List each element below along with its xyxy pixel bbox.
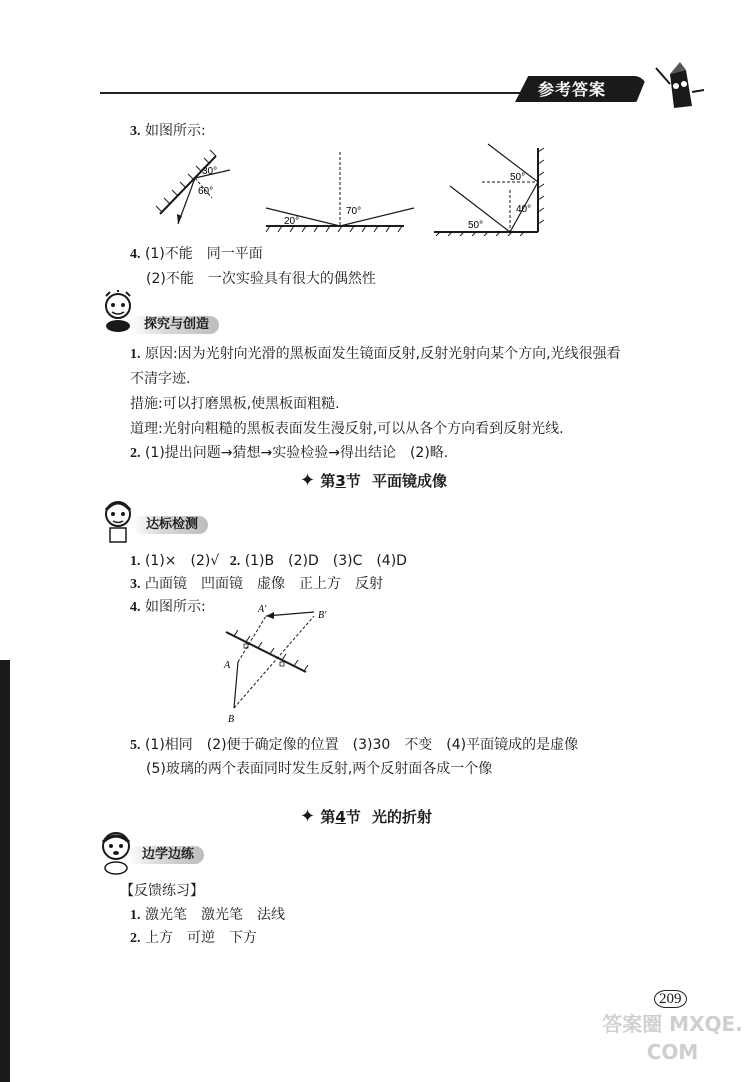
question-number: 2. bbox=[130, 931, 141, 946]
point-label: A bbox=[224, 660, 231, 671]
question-number: 1. bbox=[130, 908, 141, 923]
answer-text: 不清字迹. bbox=[130, 371, 191, 387]
point-label: A' bbox=[258, 604, 267, 615]
angle-label: 40° bbox=[516, 204, 532, 215]
page-number: 209 bbox=[654, 990, 687, 1008]
angle-label: 30° bbox=[202, 166, 218, 177]
section-heading: ✦ 第4节 光的折射 bbox=[300, 806, 433, 827]
answer-text: 如图所示: bbox=[144, 599, 206, 615]
plane-mirror-diagram bbox=[222, 600, 352, 730]
answer-text: (1)相同 (2)便于确定像的位置 (3)30 不变 (4)平面镜成的是虚像 bbox=[144, 737, 579, 753]
answer-text: (5)玻璃的两个表面同时发生反射,两个反射面各成一个像 bbox=[146, 761, 493, 777]
answer-text: 激光笔 激光笔 法线 bbox=[144, 907, 285, 923]
section-badge: 达标检测 bbox=[132, 516, 208, 534]
angle-label: 50° bbox=[510, 172, 526, 183]
answer-text: (1)提出问题→猜想→实验检验→得出结论 (2)略. bbox=[144, 445, 449, 461]
question-number: 4. bbox=[130, 247, 141, 262]
question-number: 1. bbox=[130, 554, 141, 569]
pencil-mascot-icon bbox=[650, 62, 710, 112]
watermark: 答案圈 MXQE.COM bbox=[602, 1012, 743, 1064]
question-number: 3. bbox=[130, 577, 141, 592]
angle-label: 60° bbox=[198, 186, 214, 197]
point-label: B bbox=[228, 714, 235, 725]
section-badge: 边学边练 bbox=[128, 846, 204, 864]
question-number: 2. bbox=[130, 446, 141, 461]
star-icon: ✦ bbox=[300, 806, 316, 827]
header-rule bbox=[100, 92, 520, 94]
answer-text: 上方 可逆 下方 bbox=[144, 930, 257, 946]
question-number: 4. bbox=[130, 600, 141, 615]
answer-text: 凸面镜 凹面镜 虚像 正上方 反射 bbox=[144, 576, 383, 592]
header-title: 参考答案 bbox=[538, 80, 607, 99]
question-text: 如图所示: bbox=[144, 123, 206, 139]
answer-text: 道理:光射向粗糙的黑板表面发生漫反射,可以从各个方向看到反射光线. bbox=[130, 421, 564, 437]
reflection-diagram-2 bbox=[262, 152, 422, 232]
section-heading: ✦ 第3节 平面镜成像 bbox=[300, 470, 448, 491]
answer-text: 措施:可以打磨黑板,使黑板面粗糙. bbox=[130, 396, 340, 412]
angle-label: 50° bbox=[468, 220, 484, 231]
question-number: 1. bbox=[130, 347, 141, 362]
answer-text: (2)不能 一次实验具有很大的偶然性 bbox=[146, 271, 376, 287]
answer-text: 原因:因为光射向光滑的黑板面发生镜面反射,反射光射向某个方向,光线很强看 bbox=[144, 346, 621, 362]
point-label: B' bbox=[318, 610, 327, 621]
reflection-diagram-3 bbox=[432, 140, 552, 236]
section-badge: 探究与创造 bbox=[130, 316, 219, 334]
angle-label: 70° bbox=[346, 206, 362, 217]
answer-text: (1)× (2)√ bbox=[144, 553, 220, 569]
binding-edge bbox=[0, 660, 10, 1082]
reflection-diagram-1 bbox=[150, 148, 240, 228]
star-icon: ✦ bbox=[300, 470, 316, 491]
answer-text: (1)不能 同一平面 bbox=[144, 246, 263, 262]
answer-text: (1)B (2)D (3)C (4)D bbox=[244, 553, 407, 569]
question-number: 2. bbox=[229, 554, 241, 569]
question-number: 5. bbox=[130, 738, 141, 753]
subsection-title: 【反馈练习】 bbox=[120, 883, 204, 899]
question-number: 3. bbox=[130, 124, 141, 139]
angle-label: 20° bbox=[284, 216, 300, 227]
